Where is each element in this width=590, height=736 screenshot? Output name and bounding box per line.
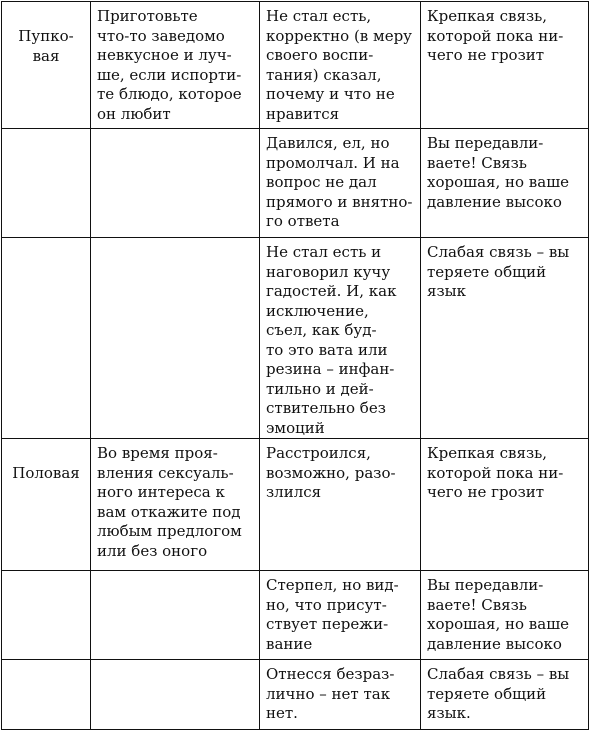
connection-type-cell [2,129,91,238]
reaction-cell: Не стал есть, корректно (в меру своего воспи- тания) сказал, почему и что не нравится [260,2,421,129]
result-cell: Крепкая связь, которой пока ни- чего не грозит [421,439,589,571]
navel-connection-table [1,1,589,730]
connection-type-cell [2,660,91,730]
result-cell: Крепкая связь, которой пока ни- чего не грозит [421,2,589,129]
table-row [2,571,589,660]
result-cell: Слабая связь – вы теряете общий язык [421,238,589,439]
connection-type-cell [2,238,91,439]
reaction-cell: Не стал есть и наговорил кучу гадостей. И, как исключение, съел, как буд- то это вата или резина – инфан- тильно и дей- ствительно без эмоций [260,238,421,439]
result-cell: Слабая связь – вы теряете общий язык. [421,660,589,730]
reaction-cell: Расстроился, возможно, разо- злился [260,439,421,571]
connection-type-cell [2,571,91,660]
test-task-cell [91,571,260,660]
test-task-cell: Во время проя- вления сексуаль- ного интереса к вам откажите под любым предлогом или без оного [91,439,260,571]
table-row [2,439,589,571]
result-cell: Вы передавли- ваете! Связь хорошая, но ваше давление высоко [421,129,589,238]
connection-type-cell: Пупко- вая [2,2,91,129]
table-row [2,660,589,730]
connection-type-cell: Половая [2,439,91,571]
reaction-cell: Отнесся безраз- лично – нет так нет. [260,660,421,730]
table-row [2,129,589,238]
result-cell: Вы передавли- ваете! Связь хорошая, но ваше давление высоко [421,571,589,660]
test-task-cell: Приготовьте что-то заведомо невкусное и луч- ше, если испорти- те блюдо, которое он любит [91,2,260,129]
test-task-cell [91,660,260,730]
test-task-cell [91,238,260,439]
test-task-cell [91,129,260,238]
reaction-cell: Стерпел, но вид- но, что присут- ствует пережи- вание [260,571,421,660]
table-row [2,238,589,439]
table-row [2,2,589,129]
reaction-cell: Давился, ел, но промолчал. И на вопрос не дал прямого и внятно- го ответа [260,129,421,238]
